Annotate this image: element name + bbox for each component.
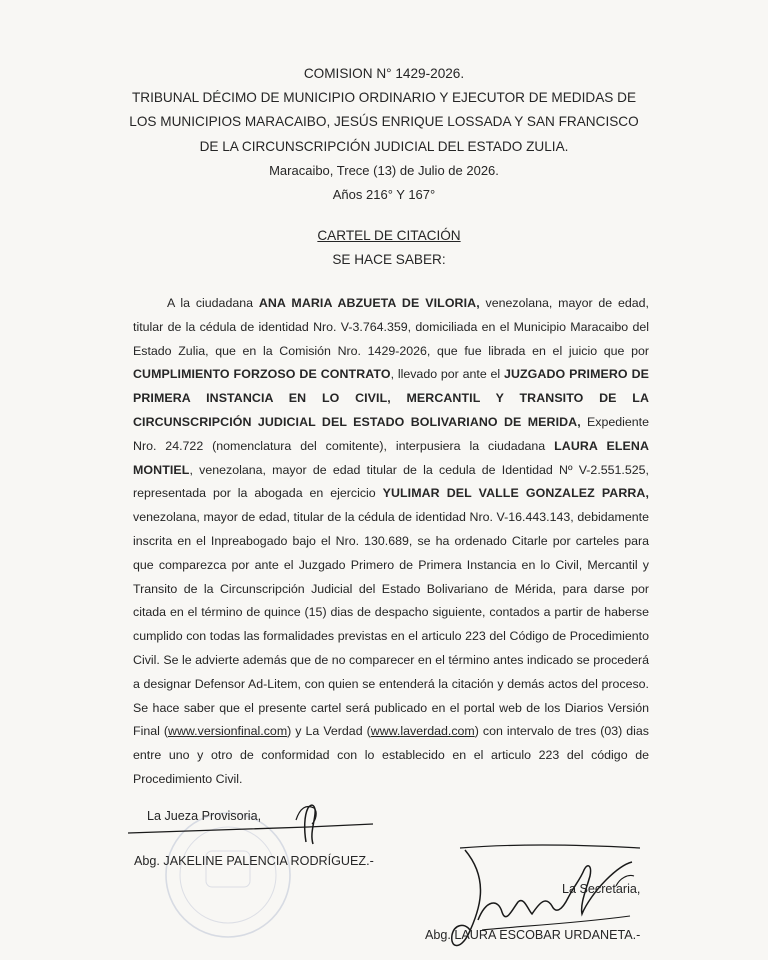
body-text-segment: venezolana, mayor de edad, titular de la cédula de identidad Nro. V-3.764.359, domiciliada en el Municipio Maracaibo del Estado Zulia, que en la Comisión Nro. 1429-2026, que fue librada en el juicio que por xyxy=(133,296,650,358)
secretary-name: Abg. LAURA ESCOBAR URDANETA.- xyxy=(425,928,641,942)
body-text-segment: ) con intervalo de tres (03) dias entre uno y otro de conformidad con lo establecido en el articulo 223 del código de Procedimiento Civil. xyxy=(133,724,649,786)
court-name-line-2: LOS MUNICIPIOS MARACAIBO, JESÚS ENRIQUE LOSSADA Y SAN FRANCISCO xyxy=(129,114,639,130)
case-type: CUMPLIMIENTO FORZOSO DE CONTRATO xyxy=(133,367,391,382)
document-header xyxy=(0,62,768,207)
body-text-segment: venezolana, mayor de edad, titular de la cédula de identidad Nro. V-16.443.143, debidamente inscrita en el Inpreabogado bajo el Nro. 130.689, se ha ordenado Citarle por carteles para que comparezca por ante el Juzgado Primero de Primera Instancia en lo Civil, Mercantil y Transito de la Circunscripción Judicial del Estado Bolivariano de Mérida, para darse por citada en el término de quince (15) dias de despacho siguiente, contados a partir de haberse cumplido con todas las formalidades previstas en el articulo 223 del Código de Procedimiento Civil. Se le advierte además que de no comparecer en el término antes indicado se procederá a designar Defensor Ad-Litem, con quien se entenderá la citación y demás actos del proceso. Se hace saber que el presente cartel será publicado en el portal web de los Diarios Versión Final ( xyxy=(133,510,649,739)
defendant-name: ANA MARIA ABZUETA DE VILORIA, xyxy=(258,296,480,310)
court-name-line-1: TRIBUNAL DÉCIMO DE MUNICIPIO ORDINARIO Y EJECUTOR DE MEDIDAS DE xyxy=(131,90,637,106)
cartel-heading xyxy=(0,224,768,272)
date-line: Maracaibo, Trece (13) de Julio de 2026. xyxy=(269,162,499,178)
body-paragraph xyxy=(133,292,649,792)
secretary-title: La Secretaria, xyxy=(562,882,641,896)
judge-name: Abg. JAKELINE PALENCIA RODRÍGUEZ.- xyxy=(134,854,374,868)
plaintiff-name: LAURA ELENA MONTIEL xyxy=(133,438,650,477)
body-text-segment: A la ciudadana xyxy=(167,296,259,310)
years-line: Años 216° Y 167° xyxy=(332,187,436,203)
court-name-line-3: DE LA CIRCUNSCRIPCIÓN JUDICIAL DEL ESTADO ZULIA. xyxy=(199,138,569,154)
court-name: JUZGADO PRIMERO DE PRIMERA INSTANCIA EN LO CIVIL, MERCANTIL Y TRANSITO DE LA CIRCUNSCRIPCIÓN JUDICIAL DEL ESTADO BOLIVARIANO DE MERIDA, xyxy=(133,367,649,429)
body-text xyxy=(133,292,649,792)
cartel-subtitle: SE HACE SABER: xyxy=(332,252,446,267)
body-text-segment: , venezolana, mayor de edad titular de la cedula de Identidad Nº V-2.551.525, representada por la abogada en ejercicio xyxy=(133,462,649,501)
versionfinal-link[interactable]: www.versionfinal.com xyxy=(168,724,288,739)
attorney-name: YULIMAR DEL VALLE GONZALEZ PARRA, xyxy=(382,486,650,501)
body-text-segment: , llevado por ante el xyxy=(390,367,504,382)
judge-title: La Jueza Provisoria, xyxy=(147,809,262,823)
laverdad-link[interactable]: www.laverdad.com xyxy=(370,724,475,739)
cartel-title: CARTEL DE CITACIÓN xyxy=(317,228,461,243)
body-text-segment: Expediente Nro. 24.722 (nomenclatura del comitente), interpusiera la ciudadana xyxy=(133,414,649,453)
body-text-segment: ) y La Verdad ( xyxy=(287,724,371,739)
commission-number: COMISION N° 1429-2026. xyxy=(303,66,465,81)
